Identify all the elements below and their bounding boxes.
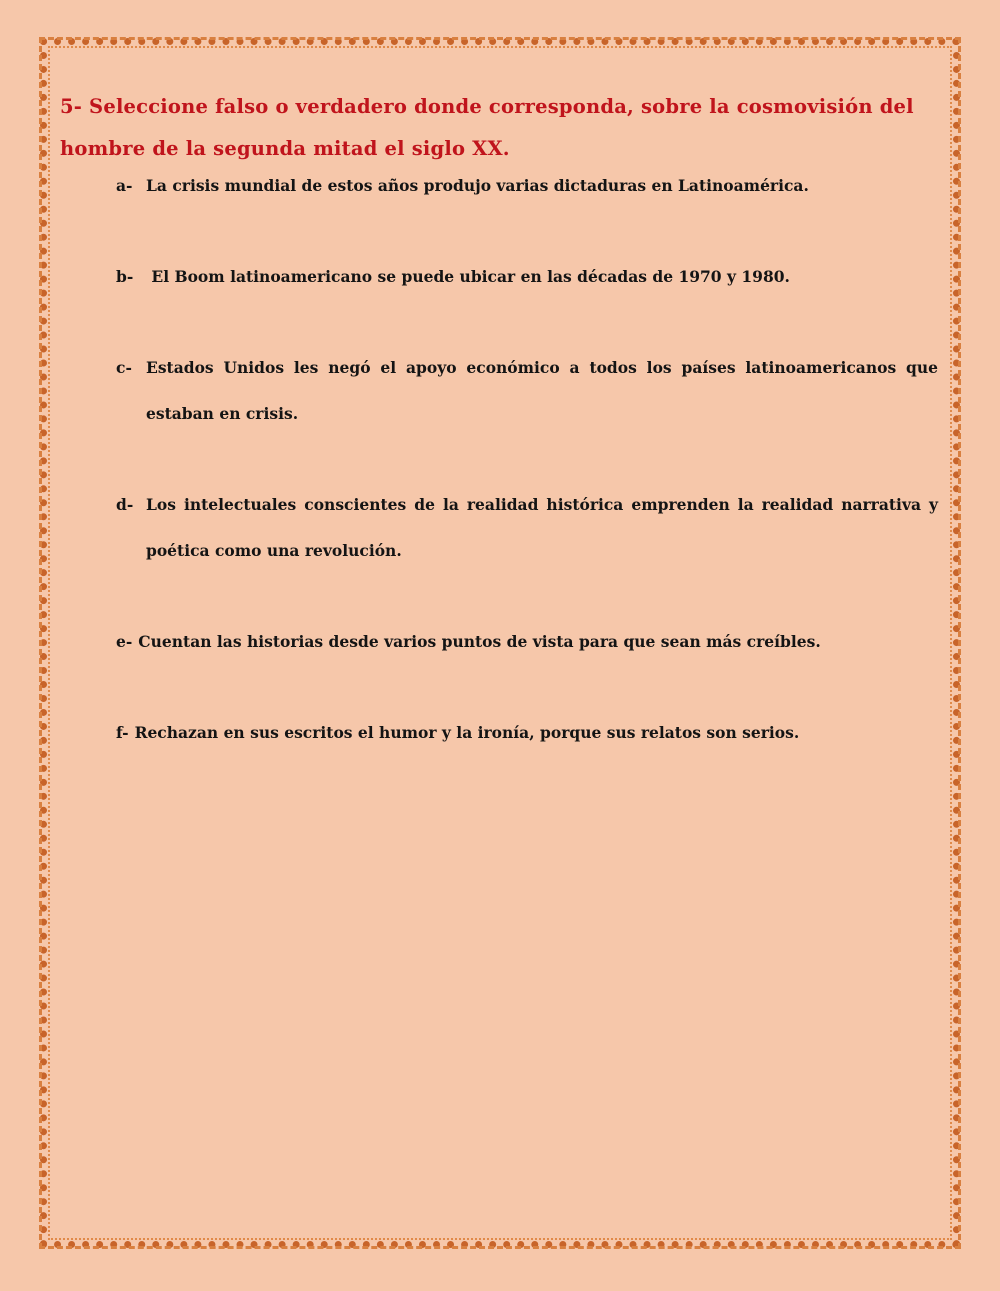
statement-text: Cuentan las historias desde varios puntos de vista para que sean más creíbles. [138,632,821,651]
statement-b [116,254,938,300]
statement-e [116,619,938,665]
statement-text: El Boom latinoamericano se puede ubicar en las décadas de 1970 y 1980. [146,267,790,286]
statement-letter: c- [116,358,132,377]
statement-a [116,163,938,209]
statement-letter: e- [116,632,133,651]
statement-text: Los intelectuales conscientes de la realidad histórica emprenden la realidad narrativa y poética como una revolución. [146,495,938,560]
statement-text: Estados Unidos les negó el apoyo económico a todos los países latinoamericanos que estaban en crisis. [146,358,938,423]
statement-letter: a- [116,176,133,195]
statement-letter: d- [116,495,134,514]
statement-text: Rechazan en sus escritos el humor y la ironía, porque sus relatos son serios. [134,723,800,742]
question-title: 5- Seleccione falso o verdadero donde corresponda, sobre la cosmovisión del hombre de la segunda mitad el siglo XX. [60,95,914,160]
statement-d [116,482,938,574]
statement-letter: b- [116,267,134,286]
statement-f [116,710,938,756]
statement-letter: f- [116,723,129,742]
statement-text: La crisis mundial de estos años produjo varias dictaduras en Latinoamérica. [146,176,809,195]
statement-c [116,345,938,437]
